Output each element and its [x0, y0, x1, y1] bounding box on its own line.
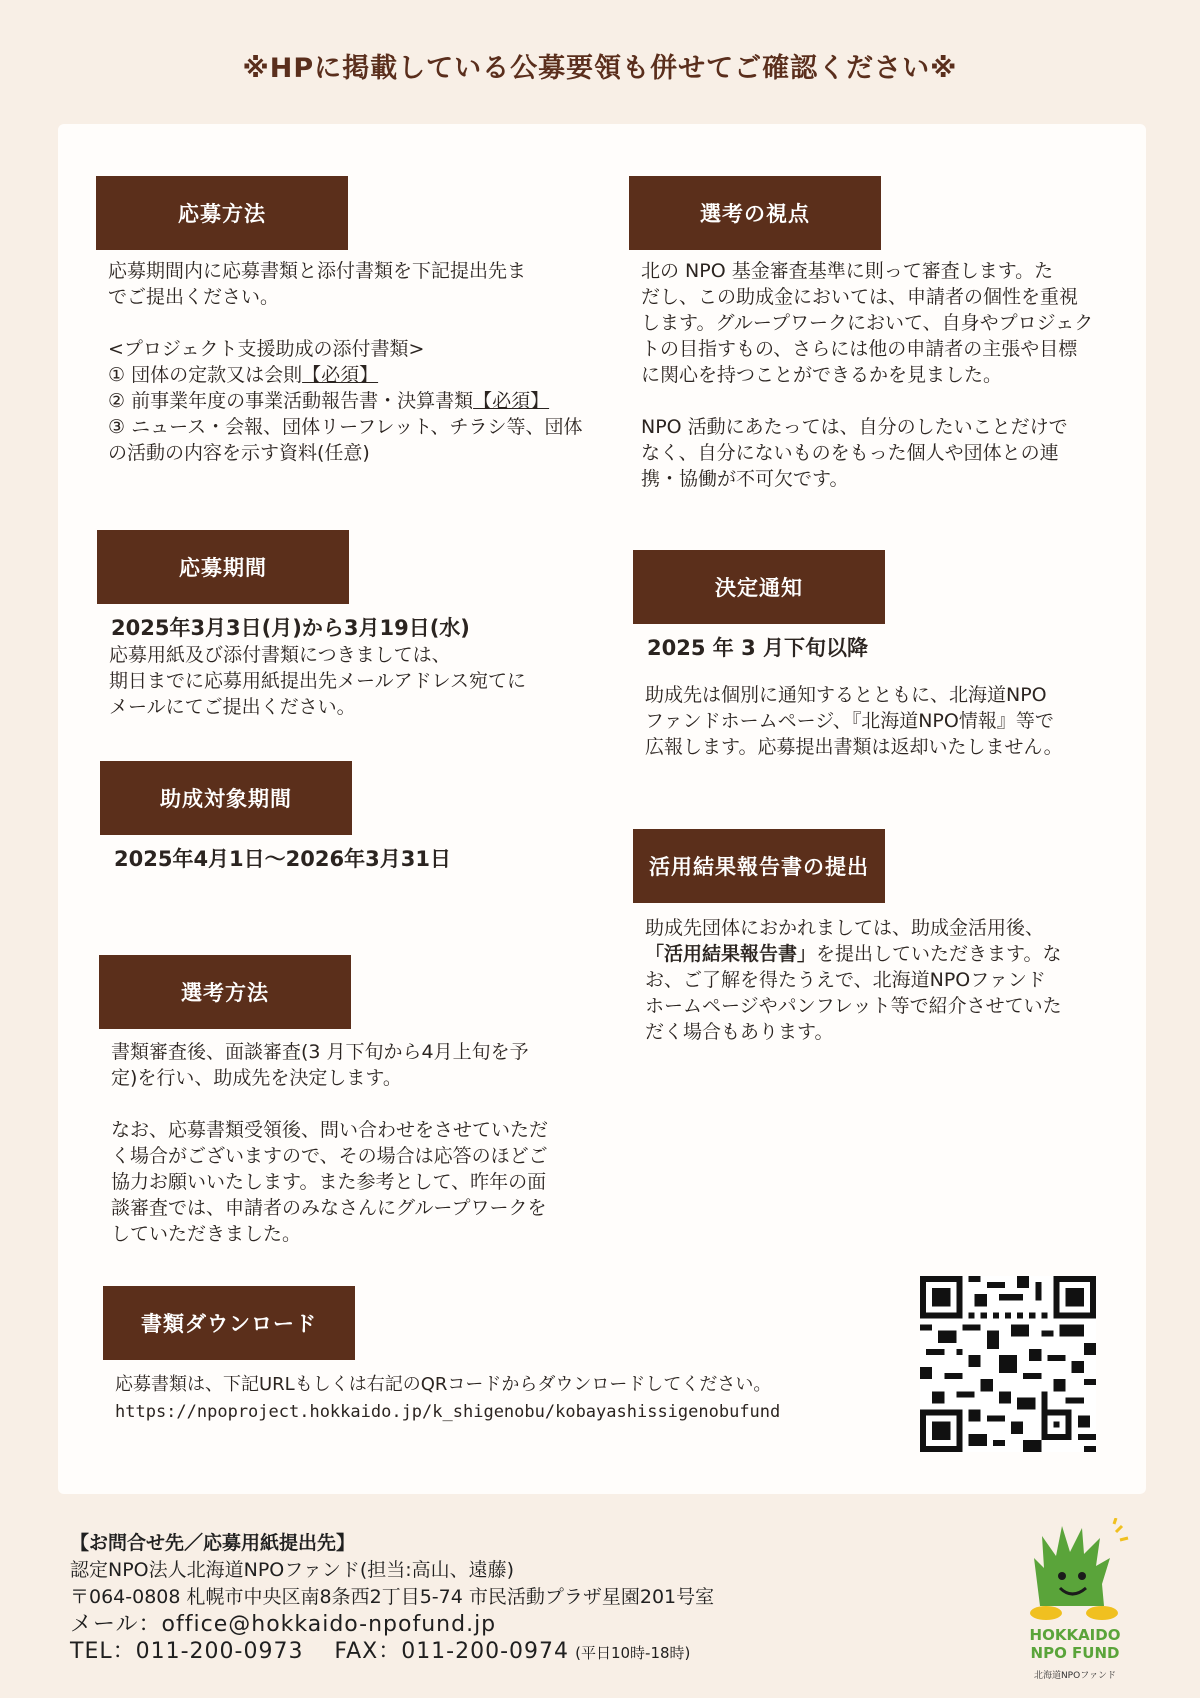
section-title: 選考の視点 — [629, 176, 881, 250]
contact-org: 認定NPO法人北海道NPOファンド(担当:高山、遠藤) — [70, 1559, 515, 1581]
period-dates: 2025年3月3日(月)から3月19日(水) — [111, 616, 470, 640]
section-text — [633, 915, 1153, 1045]
contact-title: 【お問合せ先／応募用紙提出先】 — [70, 1532, 356, 1554]
section-download — [103, 1286, 923, 1422]
contact-block — [70, 1530, 970, 1667]
contact-phone-row — [70, 1638, 970, 1667]
section-title: 応募期間 — [97, 530, 349, 604]
report-text-b: を提出していただきます。な お、ご了解を得たうえで、北海道NPOファンド ホームページやパンフレット等で紹介させていた だく場合もあります。 — [645, 943, 1062, 1043]
section-decision-notice — [633, 550, 1153, 760]
qr-code-icon[interactable] — [920, 1276, 1096, 1452]
report-text-a: 助成先団体におかれましては、助成金活用後、 — [645, 917, 1045, 939]
section-text: 書類審査後、面談審査(3 月下旬から4月上旬を予 定)を行い、助成先を決定します。 なお、応募書類受領後、問い合わせをさせていただ く場合がございますので、その場合は応答のほどご 協力お願いいたします。また参考として、昨年の面 談審査では、申請者のみなさんにグループワークを していただきました。 — [111, 1041, 549, 1245]
section-title: 選考方法 — [99, 955, 351, 1029]
method-item-1-text: ① 団体の定款又は会則 — [108, 364, 303, 386]
method-item-2 — [108, 390, 549, 412]
section-text: 助成先は個別に通知するとともに、北海道NPO ファンドホームページ、『北海道NPO情報』等で 広報します。応募提出書類は返却いたしません。 — [645, 684, 1063, 758]
download-url-link[interactable]: https://npoproject.hokkaido.jp/k_shigenobu/kobayashissigenobufund — [115, 1402, 781, 1422]
section-text: 北の NPO 基金審査基準に則って審査します。た だし、この助成金においては、申請者の個性を重視 します。グループワークにおいて、自身やプロジェク トの目指すもの、さらには他の申請者の主張や目標 に関心を持つことができるかを見ました。 NPO 活動にあたっては、自分のしたいことだけで なく、自分にないものをもった個人や団体との連 携・協働が不可欠です。 — [641, 260, 1094, 490]
section-application-method — [96, 176, 596, 466]
decision-date: 2025 年 3 月下旬以降 — [647, 636, 868, 660]
required-tag: 【必須】 — [473, 390, 550, 412]
method-item-1 — [108, 364, 378, 386]
logo-line-2: NPO FUND — [1030, 1644, 1120, 1662]
section-title: 応募方法 — [96, 176, 348, 250]
logo-line-1: HOKKAIDO — [1029, 1626, 1121, 1644]
logo-subtitle: 北海道NPOファンド — [1033, 1671, 1117, 1681]
logo-wordmark — [1010, 1626, 1140, 1662]
section-result-report — [633, 829, 1153, 1045]
grant-period-dates: 2025年4月1日～2026年3月31日 — [114, 847, 451, 871]
section-text: 応募用紙及び添付書類につきましては、 期日までに応募用紙提出先メールアドレス宛てに メールにてご提出ください。 — [109, 644, 527, 718]
page-notice: ※HPに掲載している公募要領も併せてご確認ください※ — [242, 53, 958, 84]
section-selection-method — [99, 955, 619, 1247]
section-title: 決定通知 — [633, 550, 885, 624]
section-text — [96, 258, 596, 466]
section-application-period — [97, 530, 617, 720]
download-text: 応募書類は、下記URLもしくは右記のQRコードからダウンロードしてください。 — [115, 1374, 772, 1395]
section-grant-period — [100, 761, 620, 873]
section-title: 書類ダウンロード — [103, 1286, 355, 1360]
contact-email[interactable]: メール：office@hokkaido-npofund.jp — [70, 1612, 497, 1637]
contact-hours: (平日10時-18時) — [575, 1644, 691, 1662]
method-item-2-text: ② 前事業年度の事業活動報告書・決算書類 — [108, 390, 474, 412]
report-highlight: 「活用結果報告書」 — [645, 943, 817, 965]
contact-tel-fax: TEL：011-200-0973 FAX：011-200-0974 — [70, 1639, 570, 1664]
method-item-3: ③ ニュース・会報、団体リーフレット、チラシ等、団体 の活動の内容を示す資料(任意) — [108, 416, 583, 464]
mascot-icon — [1010, 1518, 1140, 1623]
section-title: 活用結果報告書の提出 — [633, 829, 885, 903]
required-tag: 【必須】 — [302, 364, 379, 386]
contact-address: 〒064-0808 札幌市中央区南8条西2丁目5-74 市民活動プラザ星園201号室 — [70, 1586, 715, 1608]
section-title: 助成対象期間 — [100, 761, 352, 835]
method-intro: 応募期間内に応募書類と添付書類を下記提出先ま でご提出ください。 <プロジェクト支援助成の添付書類> — [108, 260, 527, 360]
section-selection-viewpoint — [629, 176, 1149, 492]
hokkaido-npo-fund-logo — [1010, 1518, 1140, 1688]
